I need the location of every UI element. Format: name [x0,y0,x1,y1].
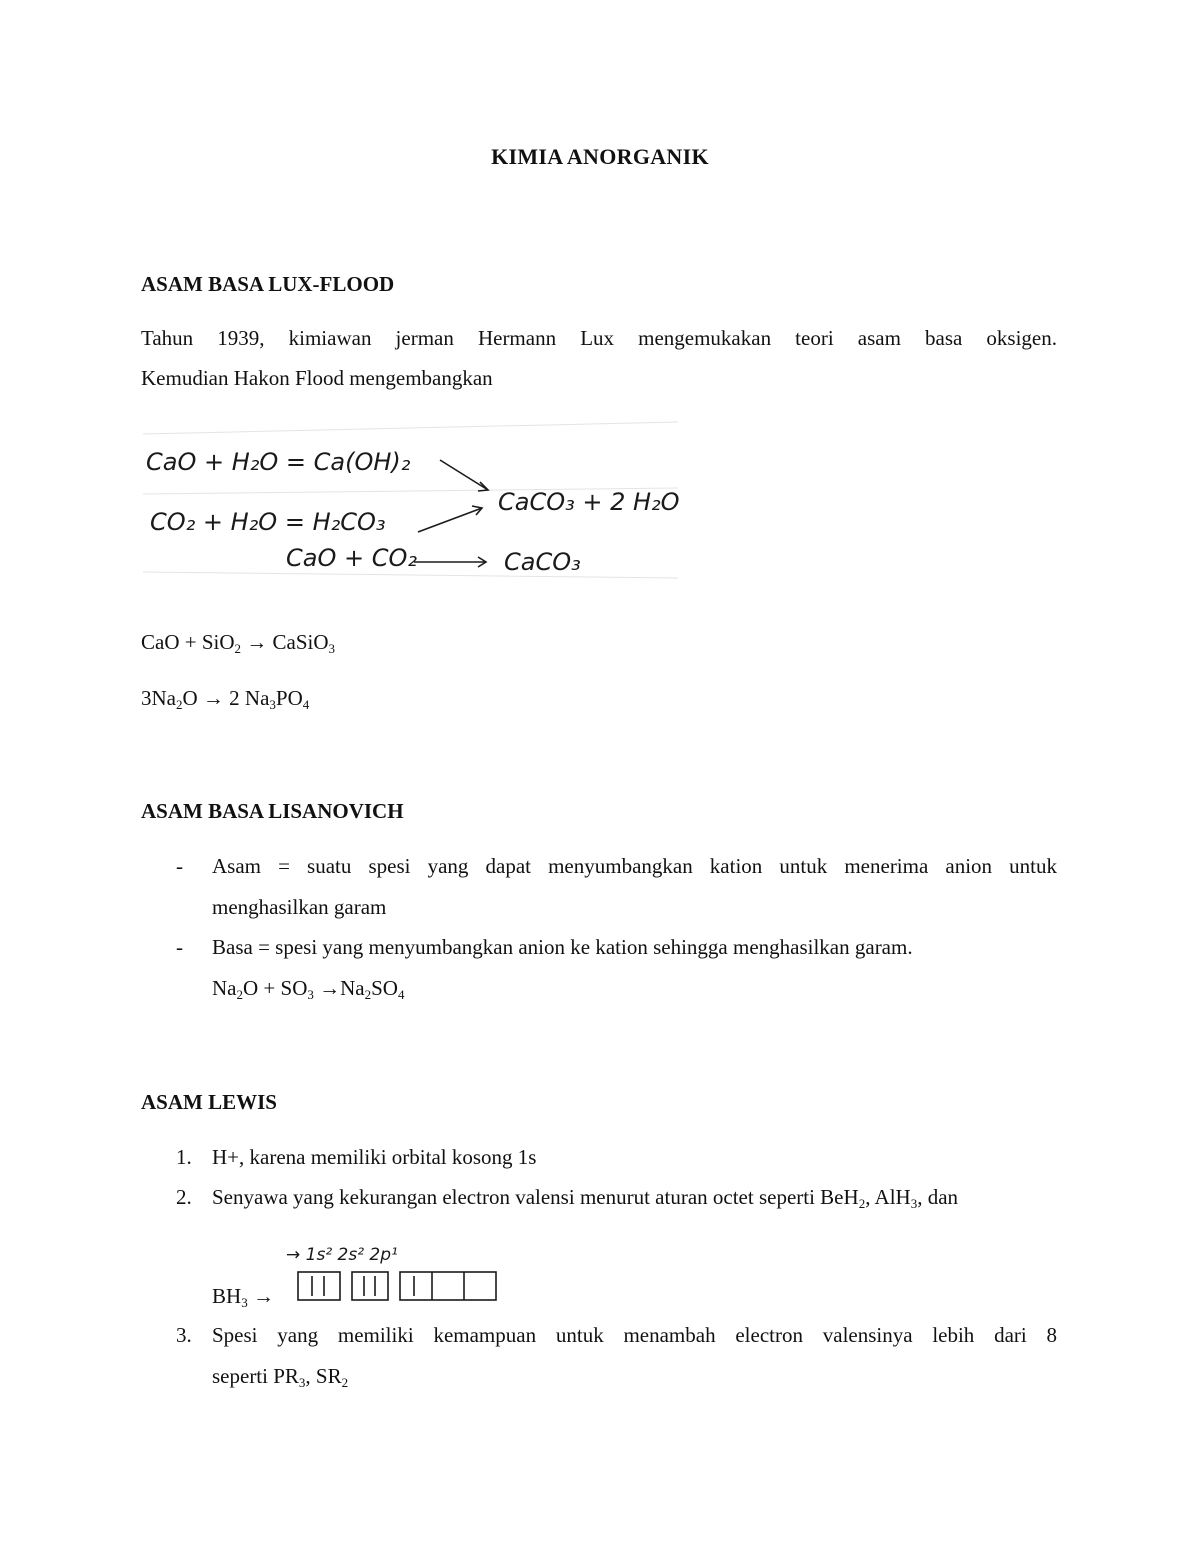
paragraph-lux-line1: Tahun 1939, kimiawan jerman Hermann Lux mengemukakan teori asam basa oksigen. [141,326,1057,350]
lewis-item1: H+, karena memiliki orbital kosong 1s [212,1145,537,1169]
paragraph-lux-line2: Kemudian Hakon Flood mengembangkan [141,366,493,390]
lisanovich-item2: Basa = spesi yang menyumbangkan anion ke kation sehingga menghasilkan garam. [212,935,913,959]
handwritten-line-1: CaO + H₂O = Ca(OH)₂ [146,448,411,476]
handwritten-product-top: CaCO₃ + 2 H₂O [498,488,680,516]
bh3-label: $BH_3$ → [212,1284,274,1310]
heading-lisanovich: ASAM BASA LISANOVICH [141,799,404,823]
equation-cao-sio2: CaO + SiO$_2$ → CaSiO$_3$ [141,630,336,656]
handwritten-line-3: CaO + CO₂ [286,544,417,572]
heading-lewis: ASAM LEWIS [141,1090,277,1114]
orbital-boxes [298,1272,496,1300]
handwritten-arrows [414,460,488,567]
list-number: 3. [176,1323,192,1347]
bullet-dash: - [176,854,183,878]
equation-na2o-so3: $Na_2O + SO_3 \to Na_2SO_4$ [212,976,405,1002]
lisanovich-item1-line2: menghasilkan garam [212,895,387,919]
lewis-item3-line1: Spesi yang memiliki kemampuan untuk menambah electron valensinya lebih dari 8 [212,1323,1057,1347]
handwritten-reaction-image [138,414,683,584]
handwritten-orbital-diagram [282,1236,502,1308]
lewis-item3-line2: seperti $PR_3$, $SR_2$ [212,1364,349,1390]
lewis-item2: Senyawa yang kekurangan electron valensi menurut aturan octet seperti BeH$_2$, AlH$_3$, dan [212,1185,959,1211]
list-number: 1. [176,1145,192,1169]
handwritten-product-bottom: CaCO₃ [504,548,581,576]
lisanovich-item1-line1: Asam = suatu spesi yang dapat menyumbangkan kation untuk menerima anion untuk [212,854,1057,878]
bullet-dash: - [176,935,183,959]
list-number: 2. [176,1185,192,1209]
page-title: KIMIA ANORGANIK [491,144,709,169]
equation-na2o: $3Na_2O \to 2$ $Na_3PO_4$ [141,686,310,712]
handwritten-line-2: CO₂ + H₂O = H₂CO₃ [150,508,386,536]
handwritten-electron-config: → 1s² 2s² 2p¹ [286,1245,398,1265]
heading-lux-flood: ASAM BASA LUX-FLOOD [141,272,395,296]
